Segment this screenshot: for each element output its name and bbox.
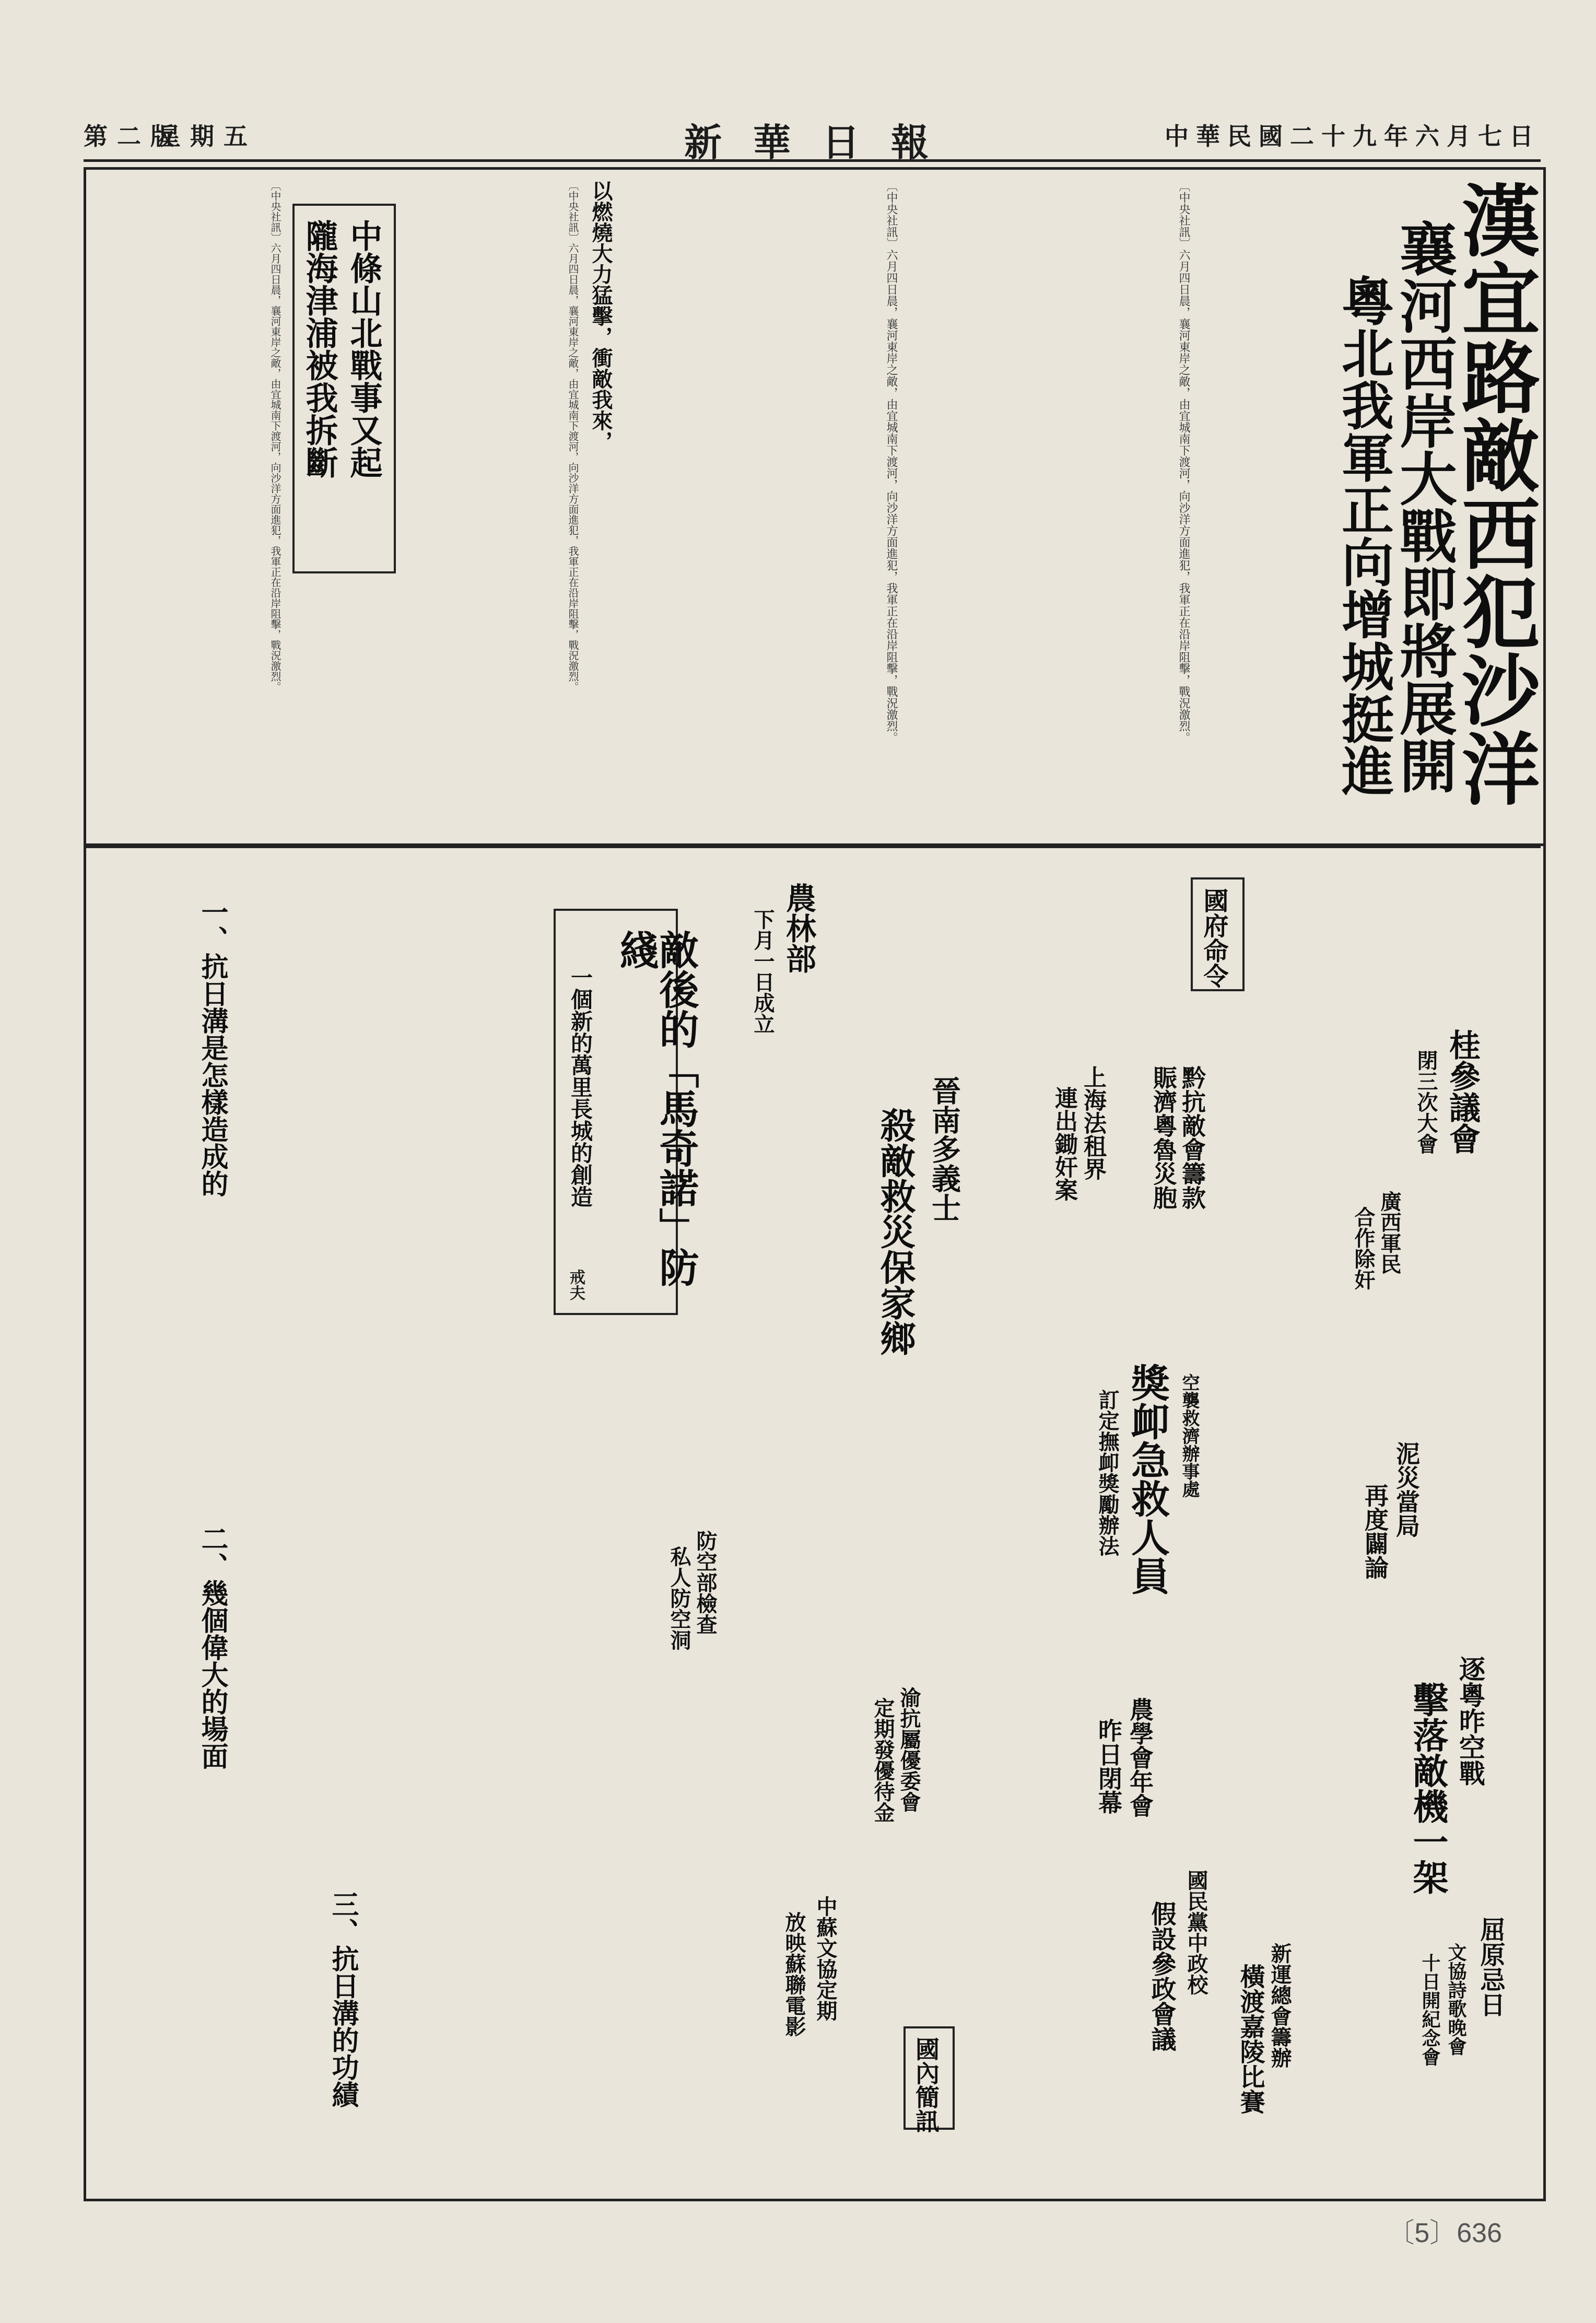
- masthead-page: 第二版: [84, 122, 184, 150]
- col2-headline-1: 中條山北戰事又起: [345, 219, 383, 478]
- agri-sub: 昨日閉幕: [1095, 1718, 1123, 1814]
- guangxi-headline: 廣西軍民: [1377, 1191, 1402, 1274]
- masthead-date: 中華民國二十九年六月七日: [1165, 122, 1541, 150]
- air-defense-headline: 空襲救濟辦事處: [1179, 1374, 1200, 1498]
- qu-yuan-sub: 文協詩歌晚會: [1445, 1943, 1467, 2056]
- domestic-headline: 國內簡訊: [912, 2037, 940, 2133]
- feature-section-1: 一、抗日溝是怎樣造成的: [196, 898, 228, 1197]
- qu-yuan-sub2: 十日開紀念會: [1419, 1953, 1441, 2066]
- feature-section-3: 三、抗日溝的功績: [327, 1891, 359, 2108]
- gov-order-title: 國府命令: [1199, 888, 1228, 988]
- col3-headline: 以燃燒大力猛擊，衝敵我來，: [589, 180, 613, 452]
- archive-number: 〔5〕636: [1387, 2218, 1502, 2248]
- chongqing-headline: 渝抗屬優委會: [897, 1687, 921, 1812]
- guilin-sub: 閉三次大會: [1414, 1050, 1438, 1154]
- masthead-title: 新華日報: [684, 120, 960, 165]
- chongqing-sub: 定期發優待金: [871, 1697, 895, 1823]
- new-culture-sub: 橫渡嘉陵比賽: [1236, 1964, 1265, 2114]
- jiangsu-headline: 中蘇文協定期: [813, 1896, 838, 2021]
- shanghai-sub: 連出鋤奸案: [1051, 1086, 1077, 1201]
- national-headline: 國民黨中政校: [1184, 1870, 1208, 1995]
- anti-air-headline: 防空部檢查: [693, 1530, 718, 1635]
- col3-body: 〔中央社訊〕六月四日晨，襄河東岸之敵，由宜城南下渡河，向沙洋方面進犯，我軍正在沿岸阻擊，戰況激烈。: [567, 180, 579, 692]
- editorial-author: 戒夫: [567, 1269, 585, 1300]
- forestry-sub: 下月一日成立: [750, 909, 775, 1034]
- lead-headline-1: 漢宜路敵西犯沙洋: [1448, 180, 1540, 807]
- disaster-sub: 賑濟粵魯災胞: [1149, 1065, 1178, 1210]
- lead-body-2: 〔中央社訊〕六月四日晨，襄河東岸之敵，由宜城南下渡河，向沙洋方面進犯，我軍正在沿岸阻擊，戰況激烈。: [885, 180, 898, 743]
- anti-air-sub: 私人防空洞: [667, 1546, 691, 1650]
- relief-sub: 泥災當局: [1392, 1441, 1421, 1538]
- lead-body: 〔中央社訊〕六月四日晨，襄河東岸之敵，由宜城南下渡河，向沙洋方面進犯，我軍正在沿岸阻擊，戰況激烈。: [1177, 180, 1190, 743]
- shanxi-sub: 殺敵救災保家鄉: [874, 1107, 916, 1356]
- shoot-down-headline: 擊落敵機一架: [1407, 1682, 1449, 1895]
- feature-section-2: 二、幾個偉大的場面: [196, 1525, 228, 1769]
- forestry-headline: 農林部: [781, 883, 816, 973]
- agri-headline: 農學會年會: [1126, 1697, 1154, 1817]
- bottom-section-frame: [84, 846, 1546, 2201]
- new-culture-headline: 新運總會籌辦: [1268, 1943, 1292, 2068]
- shanghai-headline: 上海法租界: [1079, 1065, 1106, 1180]
- relief-headline: 再度闢論: [1361, 1483, 1389, 1579]
- jiangsu-sub: 放映蘇聯電影: [782, 1911, 806, 2037]
- lead-headline-2: 襄河西岸大戰即將展開: [1390, 219, 1458, 794]
- shanxi-headline: 晉南多義士: [927, 1076, 961, 1222]
- lead-headline-3: 粵北我軍正向增城挺進: [1333, 274, 1394, 796]
- masthead-issue-day: 星期五: [157, 122, 257, 150]
- qu-yuan-headline: 屈原忌日: [1476, 1917, 1505, 2017]
- masthead: [84, 118, 1541, 165]
- editorial-title: 敵後的「馬奇諾」防綫: [613, 930, 699, 1287]
- col2-headline-2: 隴海津浦被我拆斷: [300, 219, 338, 478]
- guangxi-sub: 合作除奸: [1351, 1206, 1376, 1290]
- shoot-down-sub: 逐粵昨空戰: [1455, 1656, 1486, 1786]
- reward-headline: 獎卹急救人員: [1125, 1363, 1170, 1595]
- col2-body: 〔中央社訊〕六月四日晨，襄河東岸之敵，由宜城南下渡河，向沙洋方面進犯，我軍正在沿岸阻擊，戰況激烈。: [269, 180, 281, 692]
- guilin-headline: 桂參議會: [1444, 1029, 1481, 1154]
- reward-sub: 訂定撫卹獎勵辦法: [1095, 1389, 1120, 1556]
- national-sub: 假設參政會議: [1147, 1901, 1176, 2051]
- editorial-subtitle: 一個新的萬里長城的創造: [568, 966, 593, 1207]
- disaster-headline: 黔抗敵會籌款: [1178, 1065, 1206, 1210]
